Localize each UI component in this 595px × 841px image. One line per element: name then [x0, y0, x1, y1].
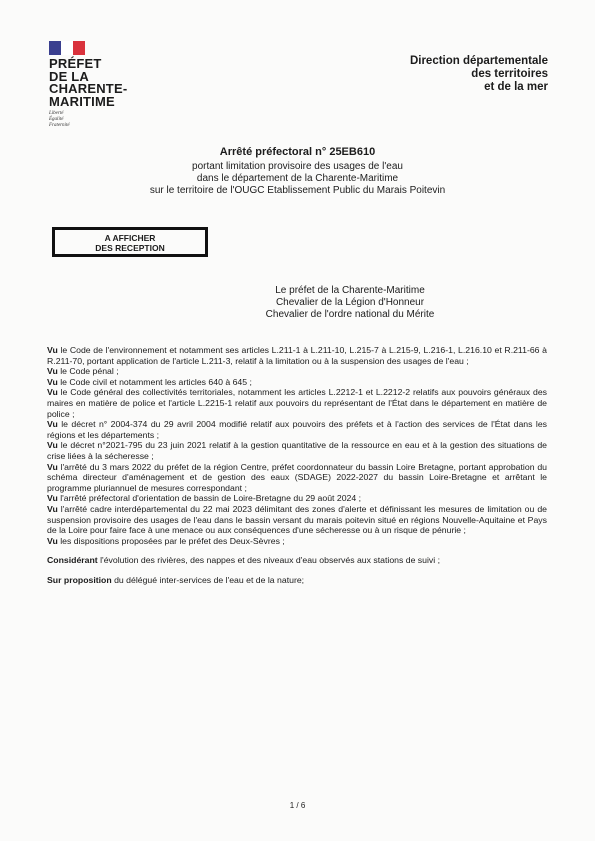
prefecture-logo [49, 41, 149, 129]
decree-title: Arrêté préfectoral n° 25EB610 [219, 146, 376, 158]
visa-paragraph: Vu le Code pénal ; [47, 366, 119, 377]
visa-paragraph: Vu l'arrêté du 3 mars 2022 du préfet de la région Centre, préfet coordonnateur du bassin Loire Bretagne, portant approbation du schéma directeur d'aménagement et de gestion des eaux (SDAGE) 2022-2027 du bassin Loire-Bretagne et arrêtant le programme pluriannuel de mesures correspondant ; [47, 461, 547, 493]
visa-paragraph: Vu l'arrêté préfectoral d'orientation de bassin de Loire-Bretagne du 29 août 2024 ; [47, 493, 362, 504]
logo-title: PRÉFET DE LA CHARENTE- MARITIME [49, 56, 128, 109]
paragraph-gap [47, 546, 547, 555]
page-number: 1 / 6 [289, 801, 306, 810]
proposition-paragraph: Sur proposition du délégué inter-services de l'eau et de la nature; [47, 574, 305, 585]
republic-motto: Liberté Égalité Fraternité [49, 111, 70, 128]
considerant-paragraph: Considérant l'évolution des rivières, des nappes et des niveaux d'eau observés aux stations de suivi ; [47, 555, 441, 566]
decree-subtitle: portant limitation provisoire des usages de l'eau dans le département de la Charente-Maritime sur le territoire de l'OUGC Etablissement Public du Marais Poitevin [149, 161, 446, 196]
visa-paragraph: Vu le décret n°2021-795 du 23 juin 2021 relatif à la gestion quantitative de la ressource en eau et à la gestion des situations de crise liées à la sécheresse ; [47, 440, 547, 461]
visa-paragraph: Vu le Code général des collectivités territoriales, notamment les articles L.2212-1 et L.2212-2 relatifs aux pouvoirs généraux des maires en matière de police et l'article L.2215-1 relatif aux pouvoirs du représentant de l'État dans le département en matière de police ; [47, 387, 547, 419]
issuing-direction: Direction départementale des territoires et de la mer [409, 55, 548, 93]
posting-notice-box: A AFFICHER DES RECEPTION [52, 227, 208, 257]
french-flag-icon [49, 41, 85, 55]
visa-paragraph: Vu le Code civil et notamment les articles 640 à 645 ; [47, 376, 252, 387]
prefect-titles: Le préfet de la Charente-Maritime Chevalier de la Légion d'Honneur Chevalier de l'ordre national du Mérite [265, 285, 435, 320]
paragraph-gap [47, 566, 547, 575]
decree-body [47, 345, 547, 585]
visa-paragraph: Vu les dispositions proposées par le préfet des Deux-Sèvres ; [47, 535, 285, 546]
visa-paragraph: Vu le décret n° 2004-374 du 29 avril 2004 modifié relatif aux pouvoirs des préfets et à l'action des services de l'État dans les régions et les départements ; [47, 419, 547, 440]
visa-paragraph: Vu l'arrêté cadre interdépartemental du 22 mai 2023 délimitant des zones d'alerte et définissant les mesures de limitation ou de suspension provisoire des usages de l'eau dans le bassin versant du marais poitevin situé en régions Nouvelle-Aquitaine et Pays de la Loire pour faire face à une menace ou aux conséquences d'une sécheresse ou à un risque de pénurie ; [47, 503, 547, 536]
visa-paragraph: Vu le Code de l'environnement et notamment ses articles L.211-1 à L.211-10, L.215-7 à L.215-9, L.216-1, L.216.10 et R.211-66 à R.211-70, portant application de l'article L.211-3, relatif à la limitation ou à la suspension des usages de l'eau ; [47, 345, 547, 366]
